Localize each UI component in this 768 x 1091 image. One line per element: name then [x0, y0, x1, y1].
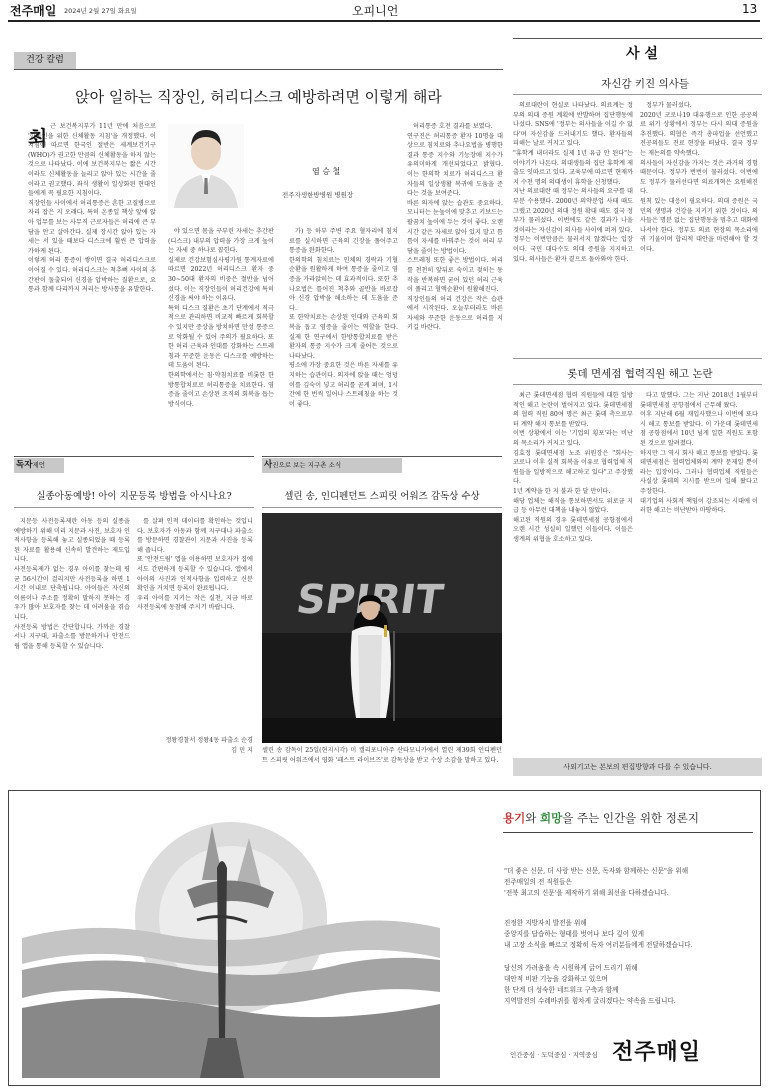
author-photo — [168, 124, 244, 208]
column-tag: 건강 칼럼 — [14, 52, 76, 69]
photo-tag2: 진으로 보는 지구촌 소식 — [272, 461, 342, 469]
photo-caption: 셀린 송 감독이 25일(현지시각) 미 캘리포니아주 산타모니카에서 열린 제39회 인디펜던트 스피릿 어워즈에서 영화 '패스트 라이브즈'로 감독상을 받고 수상 소감을 말하고 있다. — [262, 747, 502, 764]
news-photo — [262, 513, 502, 743]
editorial-body2a: 최근 롯데면세점 협력 직원들에 대한 일방적인 해고 논란이 벌어지고 있다. 롯데면세점의 협력 직원 80여 명은 최근 롯데 측으로부터 계약 해지 통보를 받았다. 이번 상황에서 이는 '기업의 횡포'라는 비난의 목소리가 커지고 있다. 김효정 롯데면세점 노조 위원장은 "회사는 코로나 이후 실적 회복을 이유로 협력업체 직원들을 일방적으로 해고하고 있다"고 주장했다. 1년 계약을 한 지 불과 한 달 만이다. 해당 업체는 해직을 통보하면서도 위로금 지급 등 아무런 대책을 내놓지 않았다. 해고된 직원의 경우 롯데면세점 공항점에서 오랜 시간 성실히 일했던 이들이다. 이들은 생계의 위협을 호소하고 있다. — [513, 392, 633, 543]
page-number: 13 — [742, 2, 758, 16]
dokja-tag: 독자 — [16, 460, 33, 470]
editorial-disclaimer: 사외기고는 본보의 편집방향과 다를 수 있습니다. — [513, 758, 762, 776]
column-body-col2: 야 있으면 몸을 구부린 자세는 추간판(디스크) 내부의 압력을 가장 크게 높이는 자세 중 하나로 꼽힌다. 실제로 건강보험심사평가원 통계자료에 따르면 2022년 허리디스크 환자 중 30~50대 환자의 비중은 절반을 넘어섰다. 이는 직장인들이 허리건강에 특히 신경을 써야 하는 이유다. 특히 디스크 질환은 초기 단계에서 적극적으로 관리하면 비교적 빠르게 회복할 수 있지만 증상을 방치하면 만성 통증으로 악화될 수 있어 주의가 필요하다. 또한 허리 근육과 인대를 강화하는 스트레칭과 꾸준한 운동은 디스크를 예방하는 데 도움이 된다. 한의학에서는 침·약침치료를 비롯한 한방통합치료로 허리통증을 치료한다. 염증을 줄이고 손상된 조직의 회복을 돕는 방식이다. — [168, 228, 274, 408]
photo-title: 셀린 송, 인디펜던트 스피릿 어워즈 감독상 수상 — [284, 491, 480, 502]
masthead-logo: 전주매일 — [10, 4, 57, 18]
editorial-title1: 자신감 키진 의사들 — [601, 78, 689, 90]
ad-paragraph-2: 진정한 지방자치 발전을 위해 중앙지를 답습하는 형태를 벗어나 보다 깊이 있게 내 고장 소식을 빠르고 정확히 독자 여러분들에게 전달하겠습니다. — [504, 919, 693, 949]
column-body-col1: 근 보건복지부가 11년 만에 처음으로 '한국인을 위한 신체활동 지침'을 개정했다. 이 지침에 따르면 한국인 절반은 세계보건기구(WHO)가 권고한 만큼의 신체활동을 하지 않는 것으로 나타났다. 이에 보건복지부는 짧은 시간이라도 신체활동을 늘리고 앉아 있는 시간을 줄이라고 권고했다. 좌식 생활이 일상화된 현대인들에게 꼭 필요한 지침이다. 직장인들 사이에서 허리통증은 흔한 고질병으로 자리 잡은 지 오래다. 특히 온종일 책상 앞에 앉아 업무를 보는 사무직 근로자들은 허리에 큰 부담을 안고 살아간다. 실제 장시간 앉아 있는 자세는 서 있을 때보다 디스크에 훨씬 큰 압력을 가하게 된다. 이렇게 허리 통증이 쌓이면 결국 허리디스크로 이어질 수 있다. 허리디스크는 척추뼈 사이의 추간판이 돌출되어 신경을 압박하는 질환으로, 요통과 함께 다리까지 저리는 방사통을 유발한다. — [28, 123, 156, 294]
dokja-tag-box — [14, 458, 64, 473]
column-body-col3: 가) 등 하부 주변 주요 혈자리에 침치료를 실시하면 근육의 긴장을 풀어주고 통증을 완화한다. 한의학의 침치료는 인체의 경락과 기혈 순환을 원활하게 하여 통증을 줄이고 염증을 가라앉히는 데 효과적이다. 또한 추나요법은 틀어진 척추와 골반을 바로잡아 신경 압박을 해소하는 데 도움을 준다. 또 한약치료는 손상된 인대와 근육의 회복을 돕고 염증을 줄이는 역할을 한다. 실제 한 연구에서 한방통합치료를 받은 환자의 통증 지수가 크게 줄어든 것으로 나타났다. 평소에 가장 중요한 것은 바른 자세를 유지하는 습관이다. 의자에 앉을 때는 엉덩이를 깊숙이 넣고 허리를 곧게 펴며, 1시간에 한 번씩 일어나 스트레칭을 하는 것이 좋다. — [289, 228, 398, 408]
column-body-col4: 허리통증 호전 결과를 보였다. 연구진은 허리통증 환자 10명을 대상으로 침치료와 추나요법을 병행한 결과 통증 지수와 기능장애 지수가 유의미하게 개선되었다고 밝혔다. 이는 한의학 치료가 허리디스크 환자들의 일상생활 복귀에 도움을 준다는 것을 보여준다. 바른 의자에 앉는 습관도 중요하다. 모니터는 눈높이에 맞추고 키보드는 팔꿈치 높이에 두는 것이 좋다. 오랜 시간 같은 자세로 앉아 있지 말고 틈틈이 자세를 바꿔주는 것이 허리 부담을 줄이는 방법이다. 스트레칭 또한 좋은 방법이다. 허리를 천천히 앞뒤로 숙이고 젖히는 동작을 반복하면 굳어 있던 허리 근육이 풀리고 혈액순환이 원활해진다. 직장인들의 허리 건강은 작은 습관에서 시작된다. 오늘부터라도 바른 자세와 꾸준한 운동으로 허리를 지키길 바란다. — [407, 123, 503, 332]
ad-illustration — [22, 808, 440, 1078]
ad-motto — [503, 810, 753, 826]
ad-motto-a: 용기 — [503, 811, 526, 825]
editorial-tag: 사 설 — [626, 46, 658, 62]
editorial-top-rule — [513, 38, 762, 39]
dokja-tag2: 제언 — [32, 461, 45, 469]
photo-tag-box — [262, 458, 402, 473]
editorial-body1a: 의료대란이 현실로 나타났다. 의료계는 정부의 의대 증원 계획에 반발하며 집단행동에 나섰다. SNS에 '정부는 의사들을 이길 수 없다'며 자신감을 드러내기도 했다. 환자들의 피해는 날로 커지고 있다. "휴학계 내더라도 실제 1년 유급 안 된다"는 이야기가 나돈다. 의대생들의 집단 휴학계 제출도 잇따르고 있다. 교육부에 따르면 현재까지 수천 명의 의대생이 휴학을 신청했다. 지난 의료대란 때 정부는 의사들의 요구를 대부분 수용했다. 2000년 의약분업 사태 때도 그랬고 2020년 의대 정원 확대 때도 결국 정부가 물러섰다. 이번에도 같은 결과가 나올 것이라는 자신감이 의사들 사이에 퍼져 있다. 정부는 이번만큼은 물러서지 않겠다는 입장이다. 국민 대다수도 의대 증원을 지지하고 있다. 의사들은 환자 곁으로 돌아와야 한다. — [513, 102, 633, 263]
column-dropcap: 최 — [28, 126, 48, 150]
dokja-byline2: 김 민 지 — [231, 747, 253, 754]
column-top-rule — [14, 69, 503, 70]
photo-title-rule — [262, 507, 502, 508]
editorial-body2b: 다고 말했다. 그는 지난 2018년 1월부터 롯데면세점 공항점에서 근무해 왔다. 이후 지난해 6월 재입사했으나 이번에 또다시 해고 통보를 받았다. 이 가운데 롯데면세점 공항점에서 10년 넘게 일한 직원도 포함된 것으로 알려졌다. 하지만 그 역시 회사 해고 통보를 받았다. 롯데면세점은 협력업체와의 계약 문제일 뿐이라는 입장이다. 그러나 협력업체 직원들은 사실상 롯데의 지시를 받으며 일해 왔다고 주장한다. 대기업의 사회적 책임이 강조되는 시대에 이러한 해고는 비난받아 마땅하다. — [640, 392, 758, 515]
dokja-byline1: 정왕경찰서 정왕4동 파출소 순경 — [165, 737, 253, 744]
ad-logo: 전주매일 — [612, 1040, 702, 1065]
ad-motto-b: 와 — [525, 811, 540, 825]
ad-paragraph-3: 당신의 가려움을 속 시원하게 긁어 드리기 위해 대안적 비판 기능을 강화하고 있으며 한 단계 더 성숙한 네트워크 구축과 함께 지역발전의 수레바퀴를 힘차게 굴리겠다는 약속을 드립니다. — [504, 964, 676, 1005]
editorial-title2-rule — [513, 384, 762, 385]
author-title: 전주자생한방병원 병원장 — [282, 191, 354, 199]
dokja-body-col1: 지문등 사전등록제란 아동 등의 실종을 예방하기 위해 미리 지문과 사진, 보호자 인적사항을 등록해 놓고 실종되었을 때 등록된 자료를 활용해 신속히 발견하는 제도입니다. 사전등록제가 없는 경우 아이를 찾는데 평균 56시간이 걸리지만 사전등록을 하면 1시간 이내로 단축됩니다. 아이들은 자신의 이름이나 주소를 정확히 말하지 못하는 경우가 많아 보호자를 찾는 데 어려움을 겪습니다. 사전등록 방법은 간단합니다. 가까운 경찰서나 지구대, 파출소를 방문하거나 안전드림 앱을 통해 등록할 수 있습니다. — [14, 518, 130, 650]
author-name: 염 승 철 — [312, 167, 341, 176]
ad-slogan: 인간중심 · 도덕중심 · 지역중심 — [510, 1051, 598, 1059]
editorial-title2-rule-top — [513, 358, 762, 359]
dokja-top-rule — [14, 456, 254, 457]
editorial-title1-rule — [513, 94, 762, 95]
ad-motto-c: 희망 — [539, 811, 563, 825]
ad-motto-rule — [503, 832, 753, 833]
photo-top-rule — [262, 456, 502, 457]
editorial-body1b: 정부가 물러섰다. 2020년 코로나19 대유행으로 인한 공공의료 위기 상황에서 정부는 다시 의대 증원을 추진했다. 의협은 즉각 총파업을 선언했고 전공의들도 진료 현장을 떠났다. 결국 정부는 재논의를 약속했다. 의사들이 자신감을 가지는 것은 과거의 경험 때문이다. 정부가 번번이 물러섰다. 이번에도 정부가 물러선다면 의료개혁은 요원해진다. 원칙 있는 대응이 필요하다. 의대 증원은 국민의 생명과 건강을 지키기 위한 것이다. 의사들은 명분 없는 집단행동을 멈추고 대화에 나서야 한다. 정부도 의료 현장의 목소리에 귀 기울이며 합리적 대안을 마련해야 할 것이다. — [640, 102, 758, 253]
ad-paragraph-1: "더 좋은 신문, 더 사랑 받는 신문, 독자와 함께하는 신문"을 위해 전주매일의 전 직원들은 '전북 최고의 신문'을 제작하기 위해 최선을 다하겠습니다. — [504, 867, 689, 897]
dokja-title-rule — [14, 507, 254, 508]
header-rule — [8, 20, 760, 22]
issue-date: 2024년 2월 27일 화요일 — [64, 7, 137, 15]
column-headline: 앉아 일하는 직장인, 허리디스크 예방하려면 이렇게 해라 — [75, 88, 442, 106]
ad-motto-d: 을 주는 인간을 위한 정론지 — [562, 811, 700, 825]
section-title: 오피니언 — [352, 4, 399, 18]
photo-tag: 사 — [264, 460, 273, 470]
dokja-title: 실종아동예방! 아이 지문등록 방법을 아시나요? — [36, 491, 232, 502]
dokja-body-col2: 를 살펴 인적 데이터를 확인하는 것입니다. 보호자가 아동과 함께 지구대나 파출소를 방문하면 경찰관이 지문과 사진을 등록해 줍니다. 또 '안전드림' 앱을 이용하면 보호자가 집에서도 간편하게 등록할 수 있습니다. 앱에서 아이의 사진과 인적사항을 입력하고 신분 확인을 거치면 등록이 완료됩니다. 우리 아이를 지키는 작은 실천, 지금 바로 사전등록에 동참해 주시기 바랍니다. — [137, 518, 253, 612]
editorial-title2: 롯데 면세점 협력직원 해고 논란 — [567, 368, 713, 380]
